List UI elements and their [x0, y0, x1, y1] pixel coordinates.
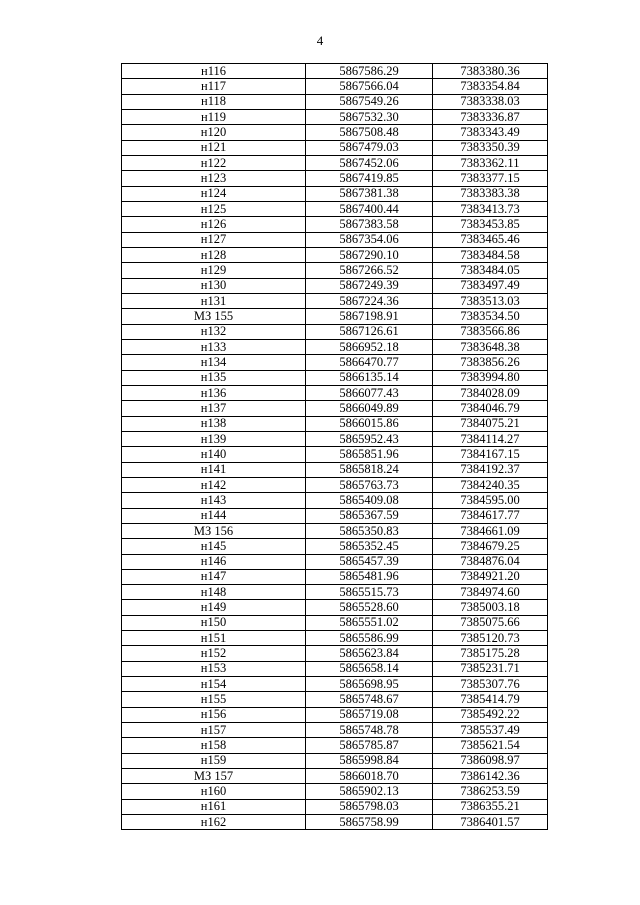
- point-name-cell: н134: [122, 355, 306, 370]
- y-coordinate-cell: 7384876.04: [433, 554, 548, 569]
- x-coordinate-cell: 5865952.43: [306, 431, 433, 446]
- x-coordinate-cell: 5866077.43: [306, 385, 433, 400]
- table-row: [122, 661, 548, 676]
- table-row: [122, 539, 548, 554]
- point-name-cell: н119: [122, 109, 306, 124]
- x-coordinate-cell: 5866018.70: [306, 769, 433, 784]
- point-name-cell: н161: [122, 799, 306, 814]
- point-name-cell: н123: [122, 171, 306, 186]
- x-coordinate-cell: 5865818.24: [306, 462, 433, 477]
- x-coordinate-cell: 5866015.86: [306, 416, 433, 431]
- table-row: [122, 769, 548, 784]
- y-coordinate-cell: 7384192.37: [433, 462, 548, 477]
- table-row: [122, 631, 548, 646]
- table-row: [122, 324, 548, 339]
- table-row: [122, 738, 548, 753]
- y-coordinate-cell: 7383566.86: [433, 324, 548, 339]
- table-row: [122, 815, 548, 830]
- x-coordinate-cell: 5865851.96: [306, 447, 433, 462]
- x-coordinate-cell: 5865409.08: [306, 493, 433, 508]
- point-name-cell: н132: [122, 324, 306, 339]
- point-name-cell: н139: [122, 431, 306, 446]
- point-name-cell: н126: [122, 217, 306, 232]
- table-row: [122, 447, 548, 462]
- point-name-cell: н153: [122, 661, 306, 676]
- y-coordinate-cell: 7385307.76: [433, 677, 548, 692]
- point-name-cell: н141: [122, 462, 306, 477]
- x-coordinate-cell: 5867479.03: [306, 140, 433, 155]
- table-row: [122, 462, 548, 477]
- table-row: [122, 278, 548, 293]
- y-coordinate-cell: 7383497.49: [433, 278, 548, 293]
- x-coordinate-cell: 5865481.96: [306, 569, 433, 584]
- point-name-cell: н143: [122, 493, 306, 508]
- point-name-cell: н149: [122, 600, 306, 615]
- y-coordinate-cell: 7384974.60: [433, 585, 548, 600]
- table-row: [122, 309, 548, 324]
- table-row: [122, 784, 548, 799]
- y-coordinate-cell: 7383383.38: [433, 186, 548, 201]
- y-coordinate-cell: 7384075.21: [433, 416, 548, 431]
- y-coordinate-cell: 7384679.25: [433, 539, 548, 554]
- point-name-cell: н137: [122, 401, 306, 416]
- y-coordinate-cell: 7386355.21: [433, 799, 548, 814]
- table-row: [122, 799, 548, 814]
- y-coordinate-cell: 7385075.66: [433, 615, 548, 630]
- y-coordinate-cell: 7383377.15: [433, 171, 548, 186]
- coordinates-table-body: [122, 64, 548, 830]
- y-coordinate-cell: 7384240.35: [433, 477, 548, 492]
- y-coordinate-cell: 7386098.97: [433, 753, 548, 768]
- x-coordinate-cell: 5865763.73: [306, 477, 433, 492]
- x-coordinate-cell: 5865719.08: [306, 707, 433, 722]
- x-coordinate-cell: 5865551.02: [306, 615, 433, 630]
- table-row: [122, 64, 548, 79]
- y-coordinate-cell: 7383453.85: [433, 217, 548, 232]
- coordinates-table: [121, 63, 548, 830]
- point-name-cell: н135: [122, 370, 306, 385]
- x-coordinate-cell: 5867549.26: [306, 94, 433, 109]
- table-row: [122, 217, 548, 232]
- table-row: [122, 370, 548, 385]
- x-coordinate-cell: 5865698.95: [306, 677, 433, 692]
- y-coordinate-cell: 7385492.22: [433, 707, 548, 722]
- table-row: [122, 416, 548, 431]
- x-coordinate-cell: 5866135.14: [306, 370, 433, 385]
- point-name-cell: н125: [122, 201, 306, 216]
- table-row: [122, 585, 548, 600]
- table-row: [122, 171, 548, 186]
- x-coordinate-cell: 5867126.61: [306, 324, 433, 339]
- point-name-cell: н157: [122, 723, 306, 738]
- table-row: [122, 477, 548, 492]
- point-name-cell: н116: [122, 64, 306, 79]
- x-coordinate-cell: 5865623.84: [306, 646, 433, 661]
- y-coordinate-cell: 7384028.09: [433, 385, 548, 400]
- x-coordinate-cell: 5865748.78: [306, 723, 433, 738]
- x-coordinate-cell: 5867383.58: [306, 217, 433, 232]
- x-coordinate-cell: 5865586.99: [306, 631, 433, 646]
- x-coordinate-cell: 5865528.60: [306, 600, 433, 615]
- x-coordinate-cell: 5865658.14: [306, 661, 433, 676]
- page-number: 4: [316, 33, 324, 48]
- table-row: [122, 707, 548, 722]
- y-coordinate-cell: 7385175.28: [433, 646, 548, 661]
- table-row: [122, 355, 548, 370]
- table-row: [122, 431, 548, 446]
- point-name-cell: н128: [122, 247, 306, 262]
- point-name-cell: н160: [122, 784, 306, 799]
- x-coordinate-cell: 5865998.84: [306, 753, 433, 768]
- y-coordinate-cell: 7383343.49: [433, 125, 548, 140]
- table-row: [122, 692, 548, 707]
- y-coordinate-cell: 7383484.58: [433, 247, 548, 262]
- x-coordinate-cell: 5866470.77: [306, 355, 433, 370]
- x-coordinate-cell: 5865352.45: [306, 539, 433, 554]
- y-coordinate-cell: 7383413.73: [433, 201, 548, 216]
- table-row: [122, 109, 548, 124]
- point-name-cell: н142: [122, 477, 306, 492]
- y-coordinate-cell: 7383380.36: [433, 64, 548, 79]
- y-coordinate-cell: 7383513.03: [433, 293, 548, 308]
- table-row: [122, 247, 548, 262]
- table-row: [122, 569, 548, 584]
- table-row: [122, 155, 548, 170]
- y-coordinate-cell: 7385003.18: [433, 600, 548, 615]
- y-coordinate-cell: 7384114.27: [433, 431, 548, 446]
- table-row: [122, 677, 548, 692]
- table-row: [122, 600, 548, 615]
- x-coordinate-cell: 5867586.29: [306, 64, 433, 79]
- x-coordinate-cell: 5867249.39: [306, 278, 433, 293]
- point-name-cell: МЗ 157: [122, 769, 306, 784]
- point-name-cell: н155: [122, 692, 306, 707]
- table-row: [122, 125, 548, 140]
- table-row: [122, 523, 548, 538]
- point-name-cell: н138: [122, 416, 306, 431]
- point-name-cell: н147: [122, 569, 306, 584]
- point-name-cell: МЗ 155: [122, 309, 306, 324]
- y-coordinate-cell: 7386253.59: [433, 784, 548, 799]
- y-coordinate-cell: 7384595.00: [433, 493, 548, 508]
- table-row: [122, 646, 548, 661]
- point-name-cell: н162: [122, 815, 306, 830]
- x-coordinate-cell: 5865367.59: [306, 508, 433, 523]
- y-coordinate-cell: 7383465.46: [433, 232, 548, 247]
- table-row: [122, 186, 548, 201]
- x-coordinate-cell: 5867354.06: [306, 232, 433, 247]
- x-coordinate-cell: 5867532.30: [306, 109, 433, 124]
- point-name-cell: н127: [122, 232, 306, 247]
- point-name-cell: н130: [122, 278, 306, 293]
- x-coordinate-cell: 5867290.10: [306, 247, 433, 262]
- y-coordinate-cell: 7386142.36: [433, 769, 548, 784]
- y-coordinate-cell: 7383534.50: [433, 309, 548, 324]
- x-coordinate-cell: 5867224.36: [306, 293, 433, 308]
- table-row: [122, 723, 548, 738]
- x-coordinate-cell: 5867419.85: [306, 171, 433, 186]
- x-coordinate-cell: 5865457.39: [306, 554, 433, 569]
- y-coordinate-cell: 7384046.79: [433, 401, 548, 416]
- point-name-cell: н144: [122, 508, 306, 523]
- y-coordinate-cell: 7383354.84: [433, 79, 548, 94]
- table-row: [122, 79, 548, 94]
- x-coordinate-cell: 5867381.38: [306, 186, 433, 201]
- point-name-cell: н121: [122, 140, 306, 155]
- table-row: [122, 201, 548, 216]
- point-name-cell: н151: [122, 631, 306, 646]
- y-coordinate-cell: 7385537.49: [433, 723, 548, 738]
- point-name-cell: н154: [122, 677, 306, 692]
- y-coordinate-cell: 7384921.20: [433, 569, 548, 584]
- x-coordinate-cell: 5865798.03: [306, 799, 433, 814]
- y-coordinate-cell: 7384617.77: [433, 508, 548, 523]
- point-name-cell: н159: [122, 753, 306, 768]
- point-name-cell: н120: [122, 125, 306, 140]
- y-coordinate-cell: 7384167.15: [433, 447, 548, 462]
- point-name-cell: н129: [122, 263, 306, 278]
- y-coordinate-cell: 7383338.03: [433, 94, 548, 109]
- table-row: [122, 493, 548, 508]
- point-name-cell: н152: [122, 646, 306, 661]
- x-coordinate-cell: 5866952.18: [306, 339, 433, 354]
- x-coordinate-cell: 5866049.89: [306, 401, 433, 416]
- x-coordinate-cell: 5867266.52: [306, 263, 433, 278]
- table-row: [122, 753, 548, 768]
- point-name-cell: н122: [122, 155, 306, 170]
- table-row: [122, 263, 548, 278]
- table-row: [122, 140, 548, 155]
- x-coordinate-cell: 5867198.91: [306, 309, 433, 324]
- y-coordinate-cell: 7385621.54: [433, 738, 548, 753]
- point-name-cell: н150: [122, 615, 306, 630]
- y-coordinate-cell: 7385414.79: [433, 692, 548, 707]
- table-row: [122, 293, 548, 308]
- point-name-cell: н156: [122, 707, 306, 722]
- y-coordinate-cell: 7383856.26: [433, 355, 548, 370]
- point-name-cell: н140: [122, 447, 306, 462]
- table-row: [122, 94, 548, 109]
- x-coordinate-cell: 5865748.67: [306, 692, 433, 707]
- x-coordinate-cell: 5867452.06: [306, 155, 433, 170]
- y-coordinate-cell: 7383648.38: [433, 339, 548, 354]
- y-coordinate-cell: 7385120.73: [433, 631, 548, 646]
- y-coordinate-cell: 7385231.71: [433, 661, 548, 676]
- y-coordinate-cell: 7383336.87: [433, 109, 548, 124]
- table-row: [122, 339, 548, 354]
- table-row: [122, 508, 548, 523]
- point-name-cell: н118: [122, 94, 306, 109]
- y-coordinate-cell: 7384661.09: [433, 523, 548, 538]
- table-row: [122, 385, 548, 400]
- x-coordinate-cell: 5865785.87: [306, 738, 433, 753]
- point-name-cell: н117: [122, 79, 306, 94]
- x-coordinate-cell: 5865902.13: [306, 784, 433, 799]
- y-coordinate-cell: 7383362.11: [433, 155, 548, 170]
- point-name-cell: н158: [122, 738, 306, 753]
- point-name-cell: н136: [122, 385, 306, 400]
- table-row: [122, 554, 548, 569]
- y-coordinate-cell: 7383484.05: [433, 263, 548, 278]
- x-coordinate-cell: 5867400.44: [306, 201, 433, 216]
- y-coordinate-cell: 7383994.80: [433, 370, 548, 385]
- point-name-cell: н148: [122, 585, 306, 600]
- point-name-cell: н146: [122, 554, 306, 569]
- point-name-cell: н131: [122, 293, 306, 308]
- x-coordinate-cell: 5865758.99: [306, 815, 433, 830]
- point-name-cell: н145: [122, 539, 306, 554]
- x-coordinate-cell: 5865515.73: [306, 585, 433, 600]
- y-coordinate-cell: 7386401.57: [433, 815, 548, 830]
- point-name-cell: н124: [122, 186, 306, 201]
- y-coordinate-cell: 7383350.39: [433, 140, 548, 155]
- point-name-cell: н133: [122, 339, 306, 354]
- table-row: [122, 401, 548, 416]
- x-coordinate-cell: 5865350.83: [306, 523, 433, 538]
- point-name-cell: МЗ 156: [122, 523, 306, 538]
- table-row: [122, 232, 548, 247]
- table-row: [122, 615, 548, 630]
- x-coordinate-cell: 5867508.48: [306, 125, 433, 140]
- x-coordinate-cell: 5867566.04: [306, 79, 433, 94]
